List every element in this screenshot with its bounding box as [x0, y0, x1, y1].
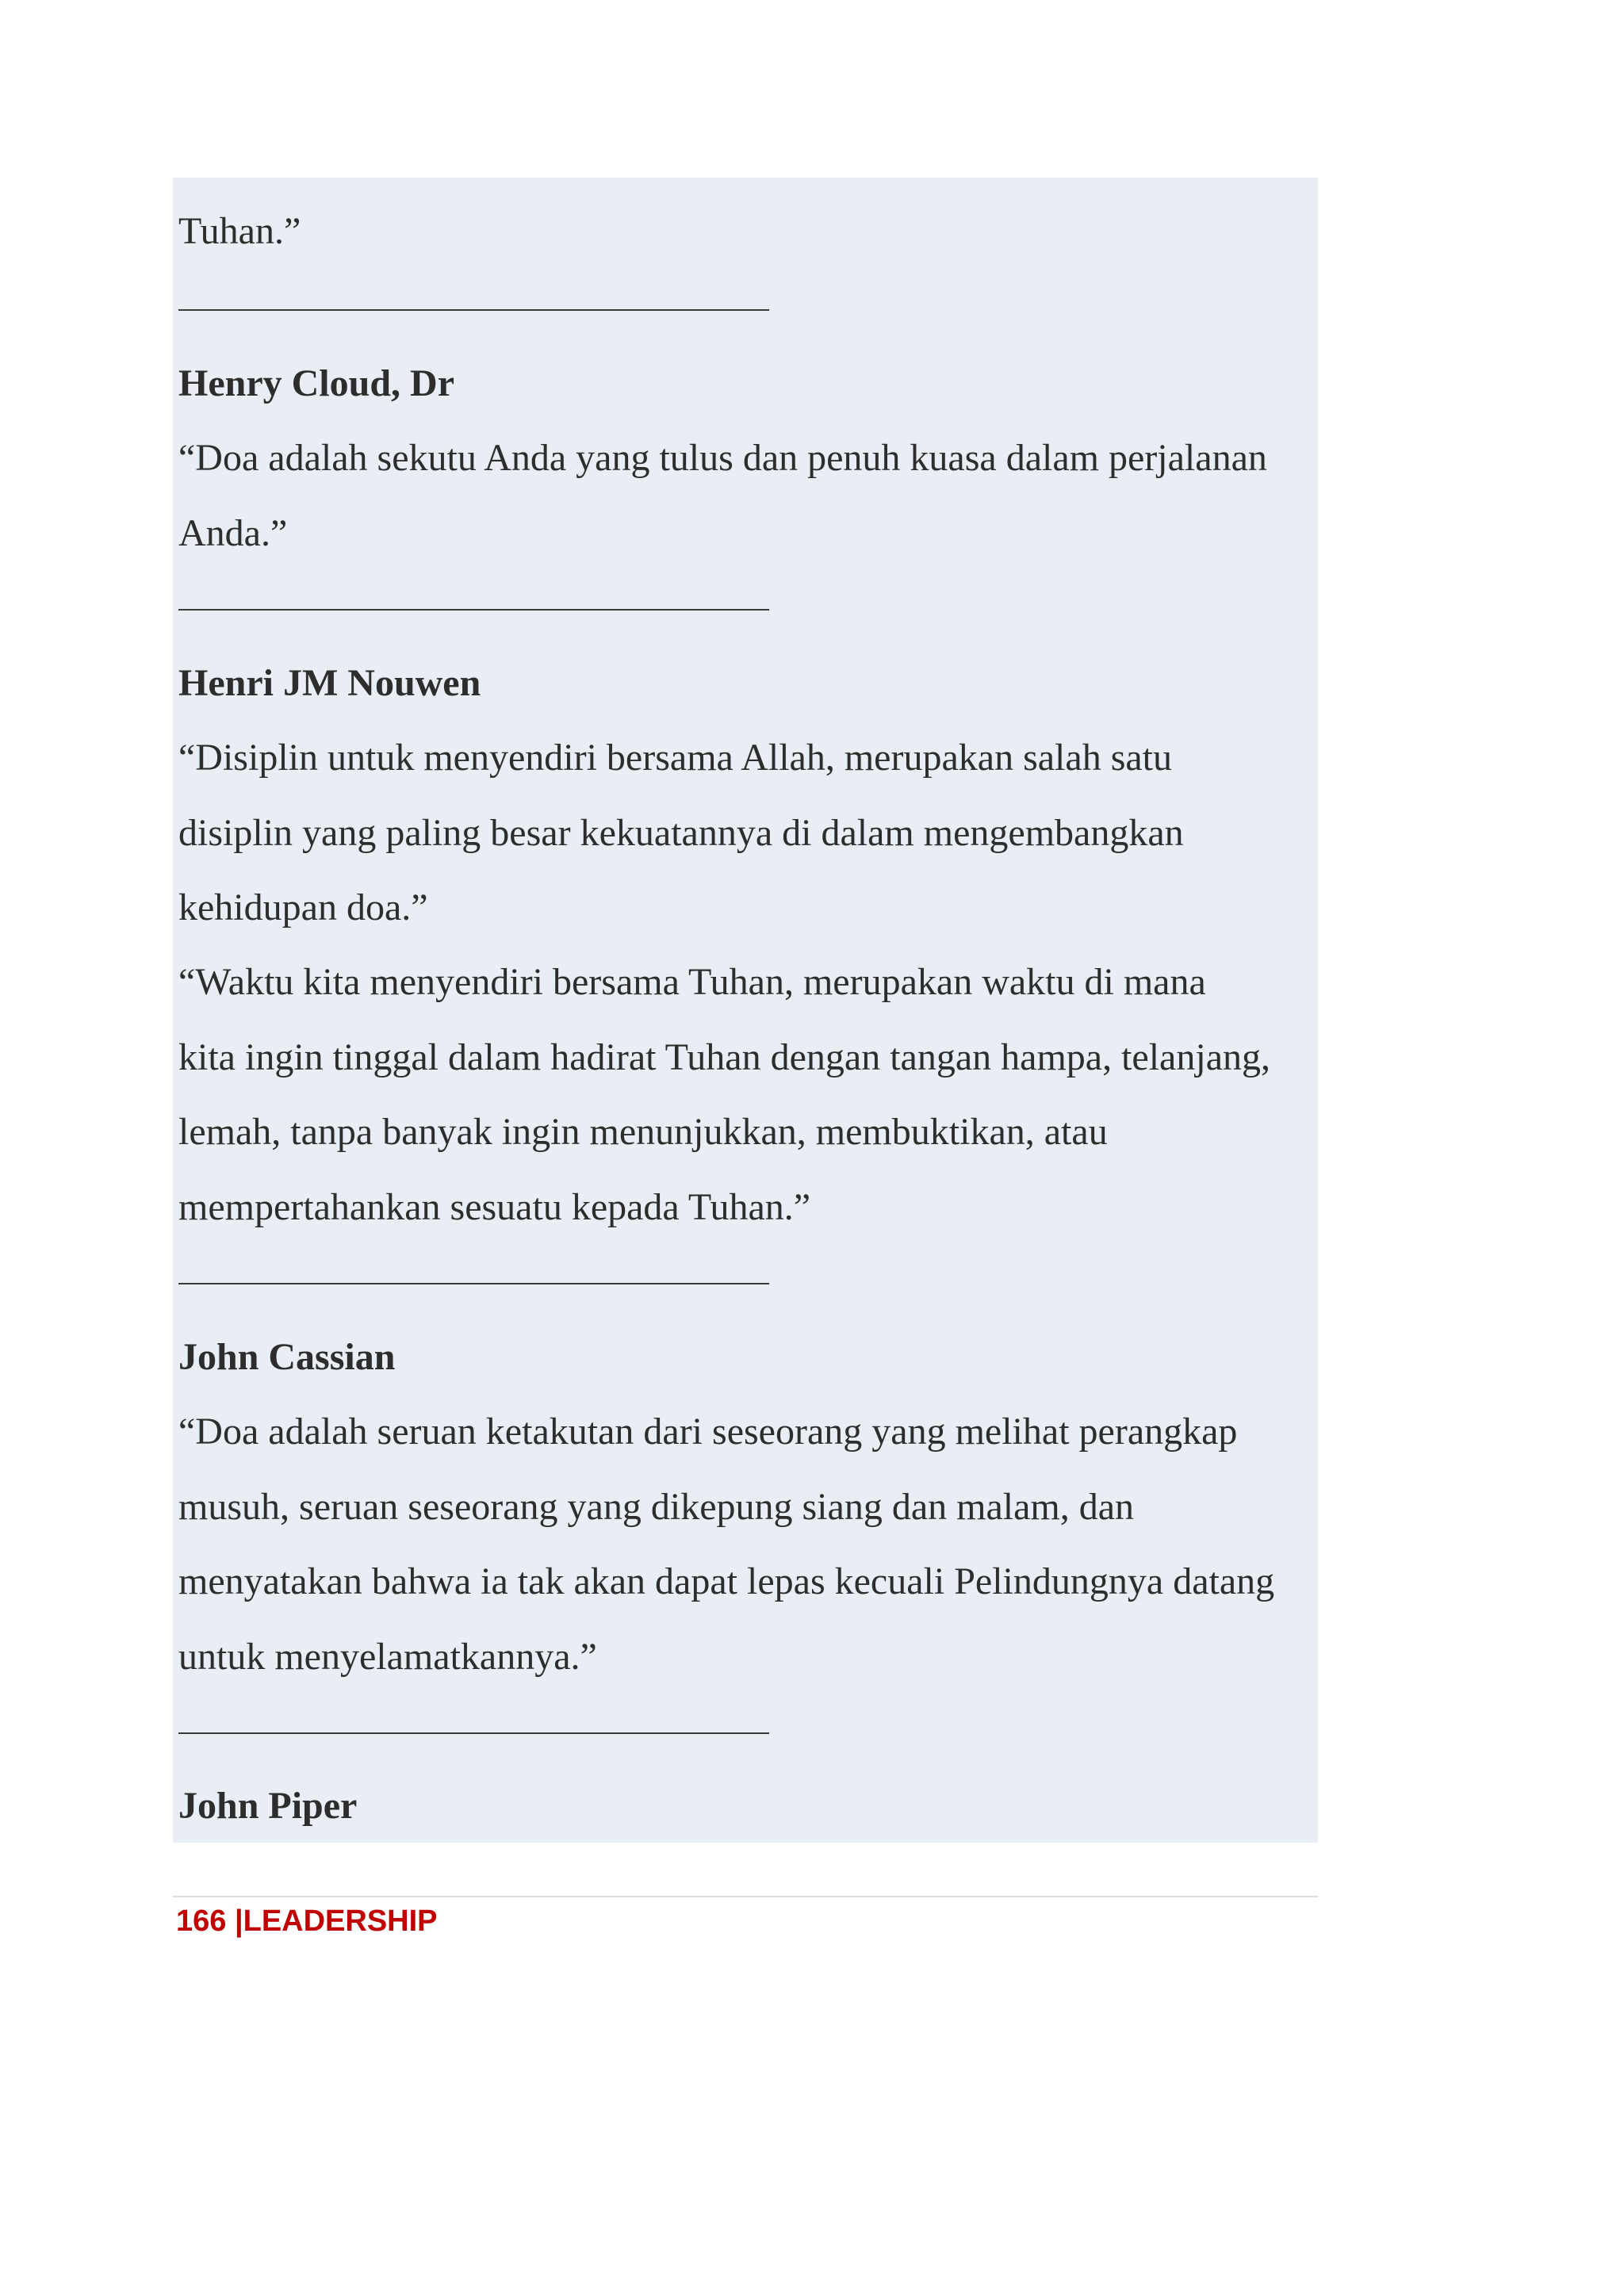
author-name: John Piper — [178, 1785, 358, 1827]
quote-line: Tuhan.” — [178, 210, 301, 252]
quote-line: “Doa adalah sekutu Anda yang tulus dan penuh kuasa dalam perjalanan — [178, 437, 1267, 479]
author-name: Henry Cloud, Dr — [178, 362, 454, 404]
author-name: Henri JM Nouwen — [178, 662, 481, 704]
quote-line: menyatakan bahwa ia tak akan dapat lepas kecuali Pelindungnya datang — [178, 1560, 1275, 1602]
quote-line: “Waktu kita menyendiri bersama Tuhan, merupakan waktu di mana — [178, 961, 1206, 1003]
quote-line: musuh, seruan seseorang yang dikepung siang dan malam, dan — [178, 1486, 1135, 1528]
page-footer — [176, 1901, 438, 1941]
footer-separator: | — [226, 1904, 243, 1938]
quote-line: disiplin yang paling besar kekuatannya di dalam mengembangkan — [178, 812, 1184, 854]
quote-line: “Doa adalah seruan ketakutan dari seseorang yang melihat perangkap — [178, 1411, 1238, 1453]
quote-line: lemah, tanpa banyak ingin menunjukkan, membuktikan, atau — [178, 1111, 1108, 1153]
separator-rule — [178, 309, 769, 311]
quote-line: “Disiplin untuk menyendiri bersama Allah, merupakan salah satu — [178, 737, 1173, 779]
quote-line: kehidupan doa.” — [178, 886, 428, 928]
separator-rule — [178, 609, 769, 611]
quote-line: mempertahankan sesuatu kepada Tuhan.” — [178, 1186, 811, 1228]
page-number: 166 — [176, 1904, 227, 1938]
separator-rule — [178, 1732, 769, 1734]
quote-line: Anda.” — [178, 512, 288, 554]
author-name: John Cassian — [178, 1336, 396, 1378]
section-title: LEADERSHIP — [243, 1904, 438, 1938]
quote-line: untuk menyelamatkannya.” — [178, 1636, 597, 1678]
quote-line: kita ingin tinggal dalam hadirat Tuhan dengan tangan hampa, telanjang, — [178, 1036, 1270, 1078]
footer-rule — [173, 1896, 1318, 1897]
separator-rule — [178, 1283, 769, 1284]
